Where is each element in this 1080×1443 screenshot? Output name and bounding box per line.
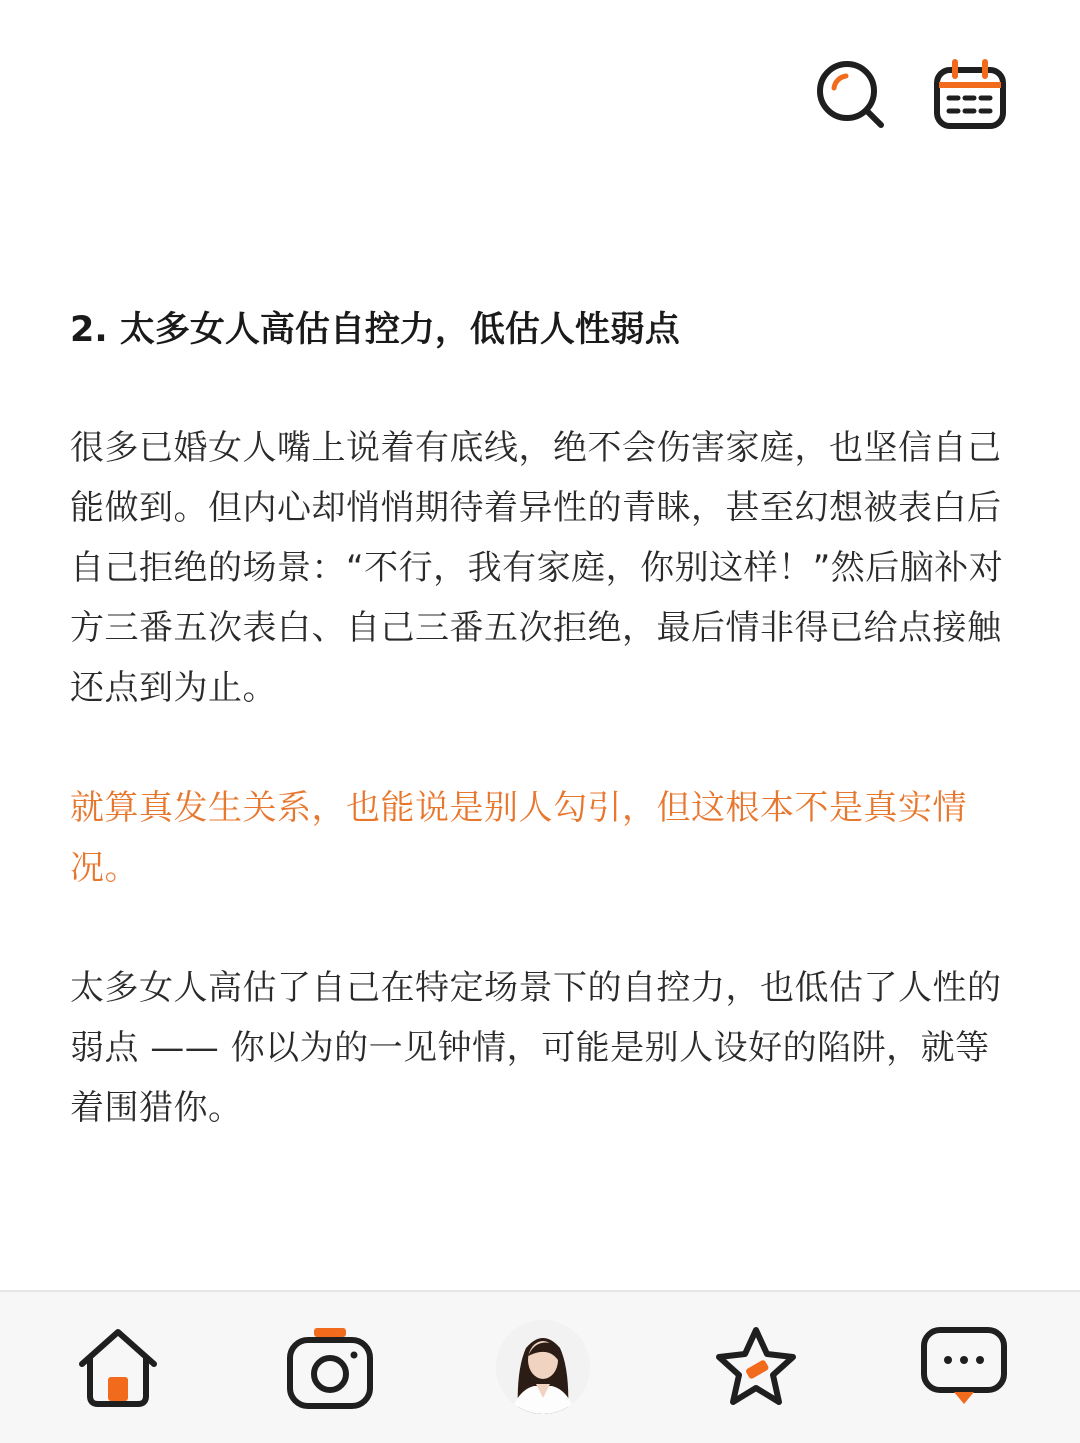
search-button[interactable] [812,58,888,134]
calendar-icon [932,58,1008,134]
star-icon [710,1322,802,1414]
bottom-navigation [0,1290,1080,1443]
article-paragraph: 太多女人高估了自己在特定场景下的自控力，也低估了人性的弱点 —— 你以为的一见钟情，可能是别人设好的陷阱，就等着围猎你。 [70,968,1002,1128]
nav-camera-button[interactable] [284,1322,376,1414]
avatar [496,1320,590,1414]
article-heading: 2. 太多女人高估自控力，低估人性弱点 [70,310,680,350]
chat-icon [918,1322,1010,1414]
avatar-portrait [496,1320,590,1414]
nav-messages-button[interactable] [918,1322,1010,1414]
nav-home-button[interactable] [72,1322,164,1414]
article-paragraph: 很多已婚女人嘴上说着有底线，绝不会伤害家庭，也坚信自己能做到。但内心却悄悄期待着异性的青睐，甚至幻想被表白后自己拒绝的场景：“不行，我有家庭，你别这样！”然后脑补对方三番五次表白、自己三番五次拒绝，最后情非得已给点接触还点到为止。 [70,428,1004,708]
article-highlight-paragraph: 就算真发生关系，也能说是别人勾引，但这根本不是真实情况。 [70,788,967,888]
calendar-button[interactable] [932,58,1008,134]
camera-icon [284,1322,376,1414]
search-icon [812,58,888,134]
home-icon [72,1322,164,1414]
nav-favorites-button[interactable] [710,1322,802,1414]
nav-profile-avatar[interactable] [496,1320,590,1414]
article-body [70,300,1015,1198]
